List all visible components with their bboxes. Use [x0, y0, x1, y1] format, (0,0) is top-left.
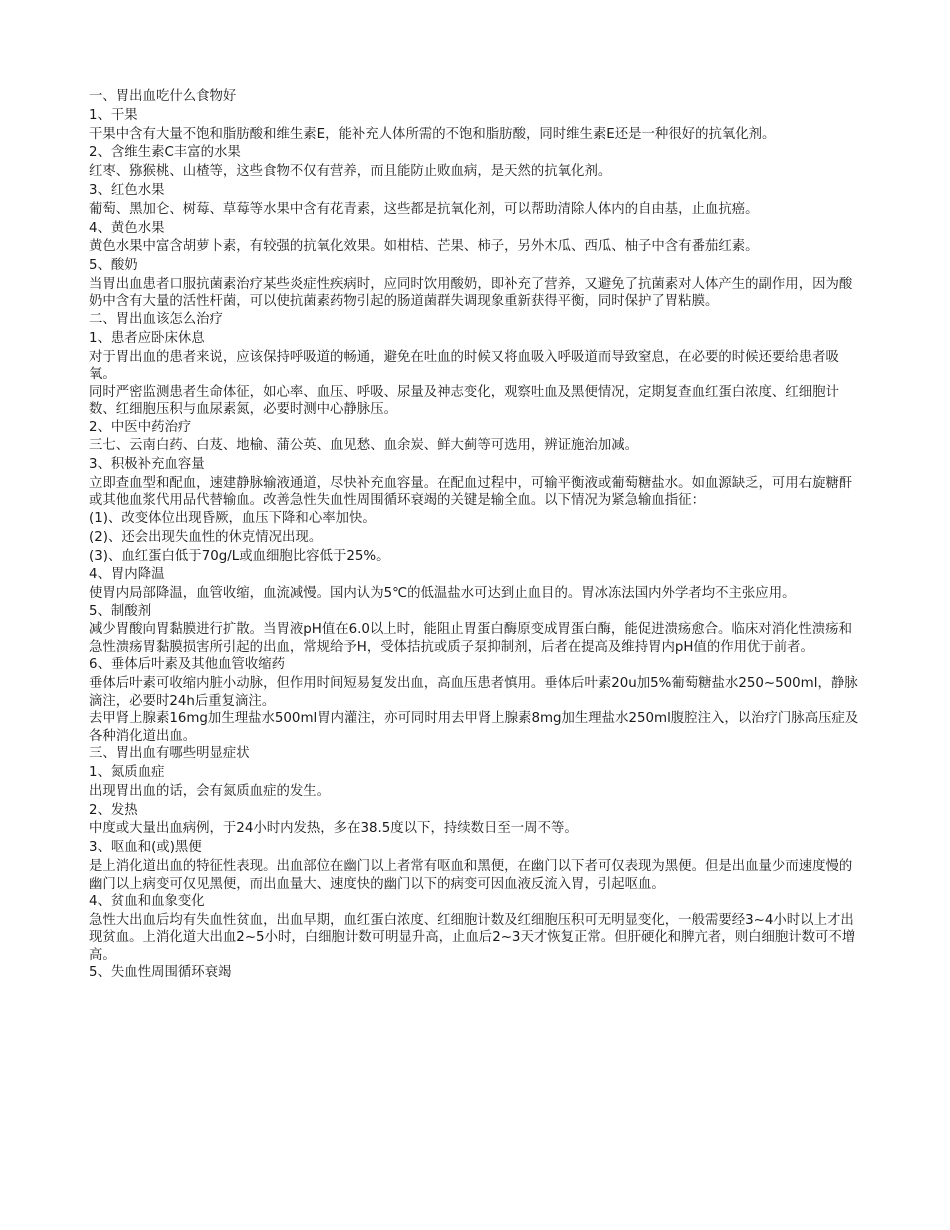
subheading: 1、干果: [89, 107, 138, 123]
subheading: 4、贫血和血象变化: [89, 894, 205, 910]
paragraph: 垂体后叶素可收缩内脏小动脉，但作用时间短易复发出血，高血压患者慎用。垂体后叶素20u加5%葡萄糖盐水250~500ml，静脉滴注，必要时24h后重复滴注。: [89, 676, 858, 709]
paragraph: 黄色水果中富含胡萝卜素，有较强的抗氧化效果。如柑桔、芒果、柿子，另外木瓜、西瓜、柚子中含有番茄红素。: [89, 239, 759, 255]
paragraph: 红枣、猕猴桃、山楂等，这些食物不仅有营养，而且能防止败血病，是天然的抗氧化剂。: [89, 164, 612, 180]
paragraph: 葡萄、黑加仑、树莓、草莓等水果中含有花青素，这些都是抗氧化剂，可以帮助清除人体内的自由基，止血抗癌。: [89, 201, 759, 217]
paragraph: 减少胃酸向胃黏膜进行扩散。当胃液pH值在6.0以上时，能阻止胃蛋白酶原变成胃蛋白酶，能促进溃疡愈合。临床对消化性溃疡和急性溃疡胃黏膜损害所引起的出血，常规给予H，受体拮抗或质子泵抑制剂，后者在提高及维持胃内pH值的作用优于前者。: [89, 622, 852, 655]
subheading: 4、胃内降温: [89, 567, 165, 583]
subheading: 5、制酸剂: [89, 603, 152, 619]
paragraph: 当胃出血患者口服抗菌素治疗某些炎症性疾病时，应同时饮用酸奶，即补充了营养，又避免了抗菌素对人体产生的副作用，因为酸奶中含有大量的活性杆菌，可以使抗菌素药物引起的肠道菌群失调现象重新获得平衡，同时保护了胃粘膜。: [89, 276, 853, 310]
paragraph: 对于胃出血的患者来说，应该保持呼吸道的畅通，避免在吐血的时候又将血吸入呼吸道而导致窒息，在必要的时候还要给患者吸氧。: [89, 349, 839, 383]
paragraph: 急性大出血后均有失血性贫血，出血早期，血红蛋白浓度、红细胞计数及红细胞压积可无明显变化，一般需要经3~4小时以上才出现贫血。上消化道大出血2~5小时，白细胞计数可明显升高，止血后2~3天才恢复正常。但肝硬化和脾亢者，则白细胞计数可不增高。: [89, 912, 856, 963]
subheading: 5、酸奶: [89, 258, 138, 274]
paragraph: 出现胃出血的话，会有氮质血症的发生。: [89, 783, 331, 799]
subheading: 2、含维生素C丰富的水果: [89, 145, 241, 161]
paragraph: 去甲肾上腺素16mg加生理盐水500ml胃内灌注，亦可同时用去甲肾上腺素8mg加生理盐水250ml腹腔注入，以治疗门脉高压症及各种消化道出血。: [89, 711, 859, 744]
paragraph: 干果中含有大量不饱和脂肪酸和维生素E，能补充人体所需的不饱和脂肪酸，同时维生素E还是一种很好的抗氧化剂。: [89, 126, 776, 142]
heading-1: 一、胃出血吃什么食物好: [89, 89, 237, 104]
subheading: 6、垂体后叶素及其他血管收缩药: [89, 657, 285, 673]
document-body: [89, 88, 864, 983]
paragraph: 立即查血型和配血，速建静脉输液通道，尽快补充血容量。在配血过程中，可输平衡液或葡萄糖盐水。如血源缺乏，可用右旋糖酐或其他血浆代用品代替输血。改善急性失血性周围循环衰竭的关键是输全血。以下情况为紧急输血指征：: [89, 475, 853, 509]
subheading: 3、红色水果: [89, 182, 165, 198]
paragraph: 中度或大量出血病例，于24小时内发热，多在38.5度以下，持续数日至一周不等。: [89, 821, 578, 837]
subheading: 1、患者应卧床休息: [89, 330, 205, 346]
list-item: (3)、血红蛋白低于70g/L或血细胞比容低于25%。: [89, 548, 390, 564]
paragraph: 三七、云南白药、白芨、地榆、蒲公英、血见愁、血余炭、鲜大蓟等可选用，辨证施治加减。: [89, 438, 639, 454]
subheading: 3、呕血和(或)黑便: [89, 840, 202, 856]
heading-3: 三、胃出血有哪些明显症状: [89, 746, 250, 762]
paragraph: 同时严密监测患者生命体征，如心率、血压、呼吸、尿量及神志变化，观察吐血及黑便情况，定期复查血红蛋白浓度、红细胞计数、红细胞压积与血尿素氮，必要时测中心静脉压。: [89, 384, 839, 418]
list-item: (1)、改变体位出现昏厥，血压下降和心率加快。: [89, 510, 376, 526]
paragraph: 是上消化道出血的特征性表现。出血部位在幽门以上者常有呕血和黑便，在幽门以下者可仅表现为黑便。但是出血量少而速度慢的幽门以上病变可仅见黑便，而出血量大、速度快的幽门以下的病变可因血液反流入胃，引起呕血。: [89, 859, 853, 892]
subheading: 2、中医中药治疗: [89, 419, 192, 435]
heading-2: 二、胃出血该怎么治疗: [89, 311, 223, 327]
subheading: 2、发热: [89, 802, 138, 818]
subheading: 4、黄色水果: [89, 220, 165, 236]
list-item: (2)、还会出现失血性的休克情况出现。: [89, 529, 323, 545]
paragraph: 使胃内局部降温，血管收缩，血流减慢。国内认为5℃的低温盐水可达到止血目的。胃冰冻法国内外学者均不主张应用。: [89, 586, 796, 602]
subheading: 5、失血性周围循环衰竭: [89, 965, 232, 981]
subheading: 1、氮质血症: [89, 765, 165, 781]
subheading: 3、积极补充血容量: [89, 457, 205, 473]
